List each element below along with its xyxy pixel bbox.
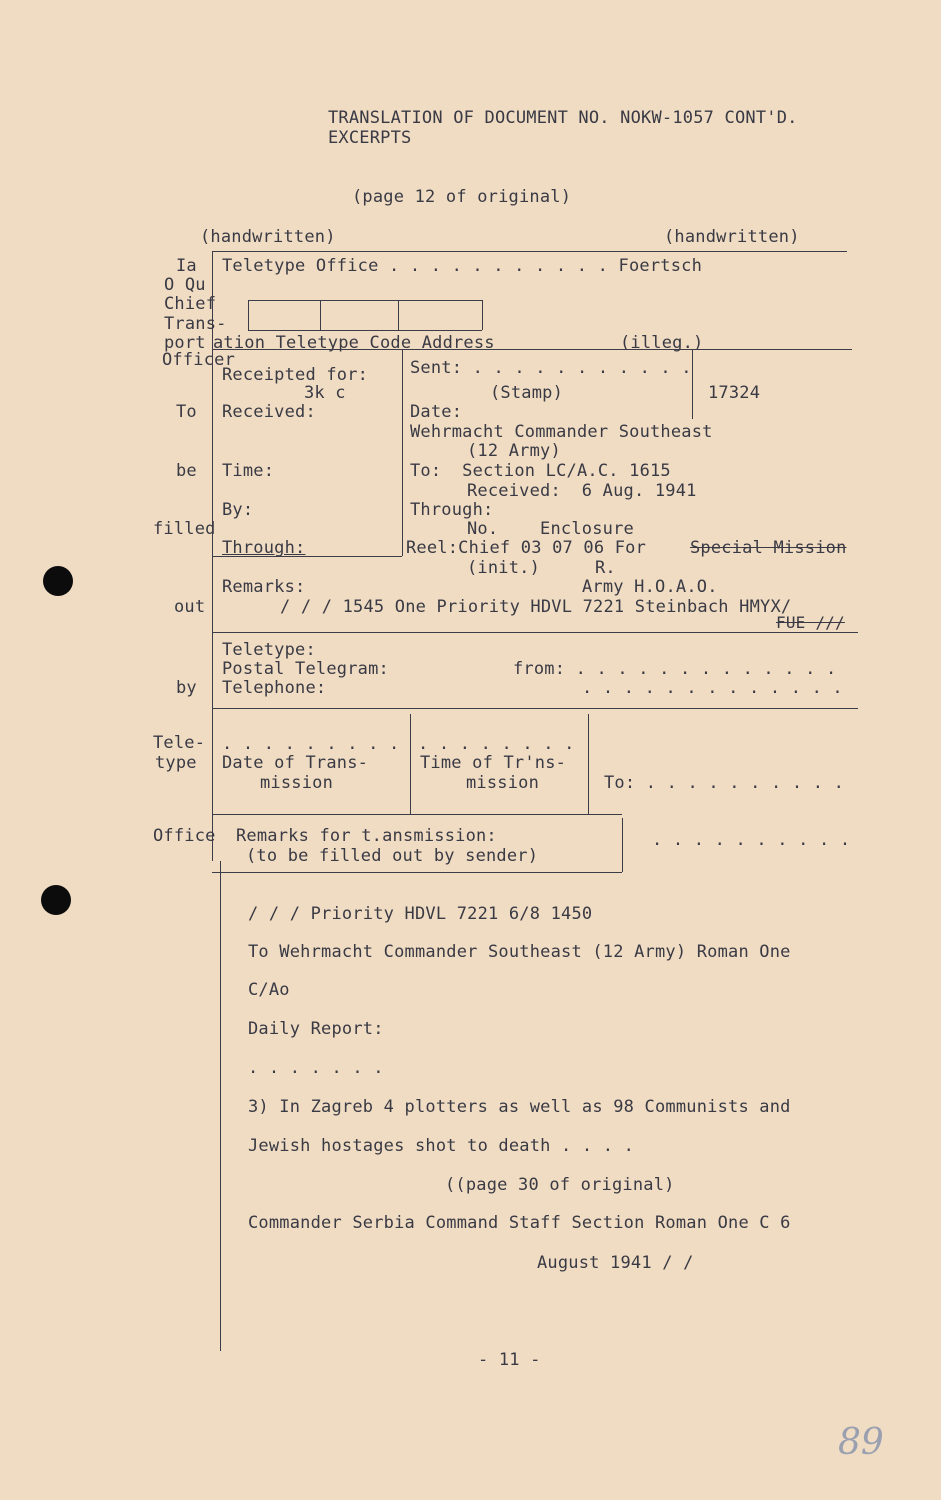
rule-remarks	[212, 632, 858, 633]
rule-trans-col2	[588, 714, 589, 814]
handwritten-page-number: 89	[838, 1422, 884, 1463]
sent-line: Sent: . . . . . . . . . . .	[410, 358, 692, 378]
wehrmacht-commander: Wehrmacht Commander Southeast	[410, 422, 713, 442]
to-dots: To: . . . . . . . . . .	[604, 773, 845, 793]
rule-trans-bottom	[212, 814, 622, 815]
box-divider	[482, 300, 483, 330]
reel-line: Reel:Chief 03 07 06 For	[406, 538, 647, 558]
handwritten-note-right: (handwritten)	[664, 227, 800, 247]
document-subtitle: EXCERPTS	[328, 128, 412, 148]
rule-top	[212, 251, 847, 252]
side-label: O Qu	[164, 275, 206, 295]
army-hoao: Army H.O.A.O.	[582, 577, 718, 597]
fue-note: FUE ///	[776, 613, 845, 632]
box-divider	[248, 300, 249, 330]
rule-telephone	[212, 708, 858, 709]
page-number: - 11 -	[478, 1350, 541, 1370]
rule-stamp-divider	[692, 349, 693, 419]
side-label: port	[164, 333, 206, 353]
box-top	[248, 300, 482, 301]
side-label: type	[155, 753, 197, 773]
body-line: / / / Priority HDVL 7221 6/8 1450	[248, 904, 593, 924]
telephone-label: Telephone:	[222, 678, 327, 698]
receipted-value: 3k c	[304, 383, 346, 403]
army-label: (12 Army)	[467, 441, 561, 461]
received-label: Received:	[222, 402, 316, 422]
stamp-label: (Stamp)	[490, 383, 564, 403]
side-label: filled	[153, 519, 216, 539]
dots: . . . . . . . . . .	[652, 830, 851, 850]
dots: . . . . . . . . .	[222, 734, 400, 754]
side-label: Officer	[162, 350, 236, 370]
date-of-transmission-2: mission	[260, 773, 334, 793]
body-line: To Wehrmacht Commander Southeast (12 Army) Roman One	[248, 942, 791, 962]
body-line: August 1941 / /	[537, 1253, 694, 1273]
box-bottom	[248, 330, 482, 331]
date-of-transmission: Date of Trans-	[222, 753, 369, 773]
date-label: Date:	[410, 402, 463, 422]
rule-trans-col1	[410, 714, 411, 814]
punch-hole-top	[43, 566, 73, 596]
side-label: To	[176, 402, 197, 422]
side-label: Tele-	[153, 733, 206, 753]
from-line: from: . . . . . . . . . . . . .	[513, 659, 837, 679]
rule-body-margin	[220, 861, 221, 1351]
remarks-for-transmission: Remarks for t.ansmission:	[236, 826, 497, 846]
no-enclosure: No. Enclosure	[467, 519, 634, 539]
page-reference: (page 12 of original)	[352, 187, 572, 207]
body-line: C/Ao	[248, 980, 290, 1000]
document-title: TRANSLATION OF DOCUMENT NO. NOKW-1057 CONT'D.	[328, 108, 798, 128]
filled-by-sender: (to be filled out by sender)	[246, 846, 539, 866]
r-label: R.	[595, 558, 616, 578]
side-label: be	[176, 461, 197, 481]
rule-through	[212, 556, 402, 557]
postal-telegram-label: Postal Telegram:	[222, 659, 389, 679]
through-label: Through:	[222, 538, 306, 558]
special-mission: Special Mission	[690, 538, 847, 558]
side-label: Chief	[164, 294, 217, 314]
teletype-office-line: Teletype Office . . . . . . . . . . . Foertsch	[222, 256, 703, 276]
time-of-transmission-2: mission	[466, 773, 540, 793]
to-section: To: Section LC/A.C. 1615	[410, 461, 671, 481]
body-line: Daily Report:	[248, 1019, 384, 1039]
body-line: ((page 30 of original)	[445, 1175, 675, 1195]
teletype-label: Teletype:	[222, 640, 316, 660]
received-date: Received: 6 Aug. 1941	[467, 481, 697, 501]
punch-hole-bottom	[41, 885, 71, 915]
receipted-for: Receipted for:	[222, 365, 369, 385]
time-label: Time:	[222, 461, 275, 481]
side-label: by	[176, 678, 197, 698]
rule-remarks-trans-right	[622, 818, 623, 872]
stamp-number: 17324	[708, 383, 761, 403]
side-label: out	[174, 597, 206, 617]
body-line: Jewish hostages shot to death . . . .	[248, 1136, 635, 1156]
handwritten-note-left: (handwritten)	[200, 227, 336, 247]
box-divider	[398, 300, 399, 330]
rule-code-address	[212, 349, 852, 350]
rule-remarks-trans-bottom	[212, 872, 622, 873]
body-line: 3) In Zagreb 4 plotters as well as 98 Communists and	[248, 1097, 791, 1117]
dots: . . . . . . . .	[418, 734, 575, 754]
body-line: . . . . . . .	[248, 1058, 384, 1078]
remarks-label: Remarks:	[222, 577, 306, 597]
from-dots: . . . . . . . . . . . . .	[582, 678, 843, 698]
init-label: (init.)	[467, 558, 541, 578]
box-divider	[320, 300, 321, 330]
illegible-note: (illeg.)	[620, 333, 704, 353]
side-label: Office	[153, 826, 216, 846]
time-of-transmission: Time of Tr'ns-	[420, 753, 567, 773]
body-line: Commander Serbia Command Staff Section Roman One C 6	[248, 1213, 791, 1233]
code-address: ation Teletype Code Address	[213, 333, 495, 353]
remarks-line: / / / 1545 One Priority HDVL 7221 Steinbach HMYX/	[280, 597, 792, 617]
rule-receipt-right	[402, 349, 403, 556]
by-label: By:	[222, 500, 254, 520]
side-label: Trans-	[164, 314, 227, 334]
through-label-2: Through:	[410, 500, 494, 520]
side-label: Ia	[176, 256, 197, 276]
